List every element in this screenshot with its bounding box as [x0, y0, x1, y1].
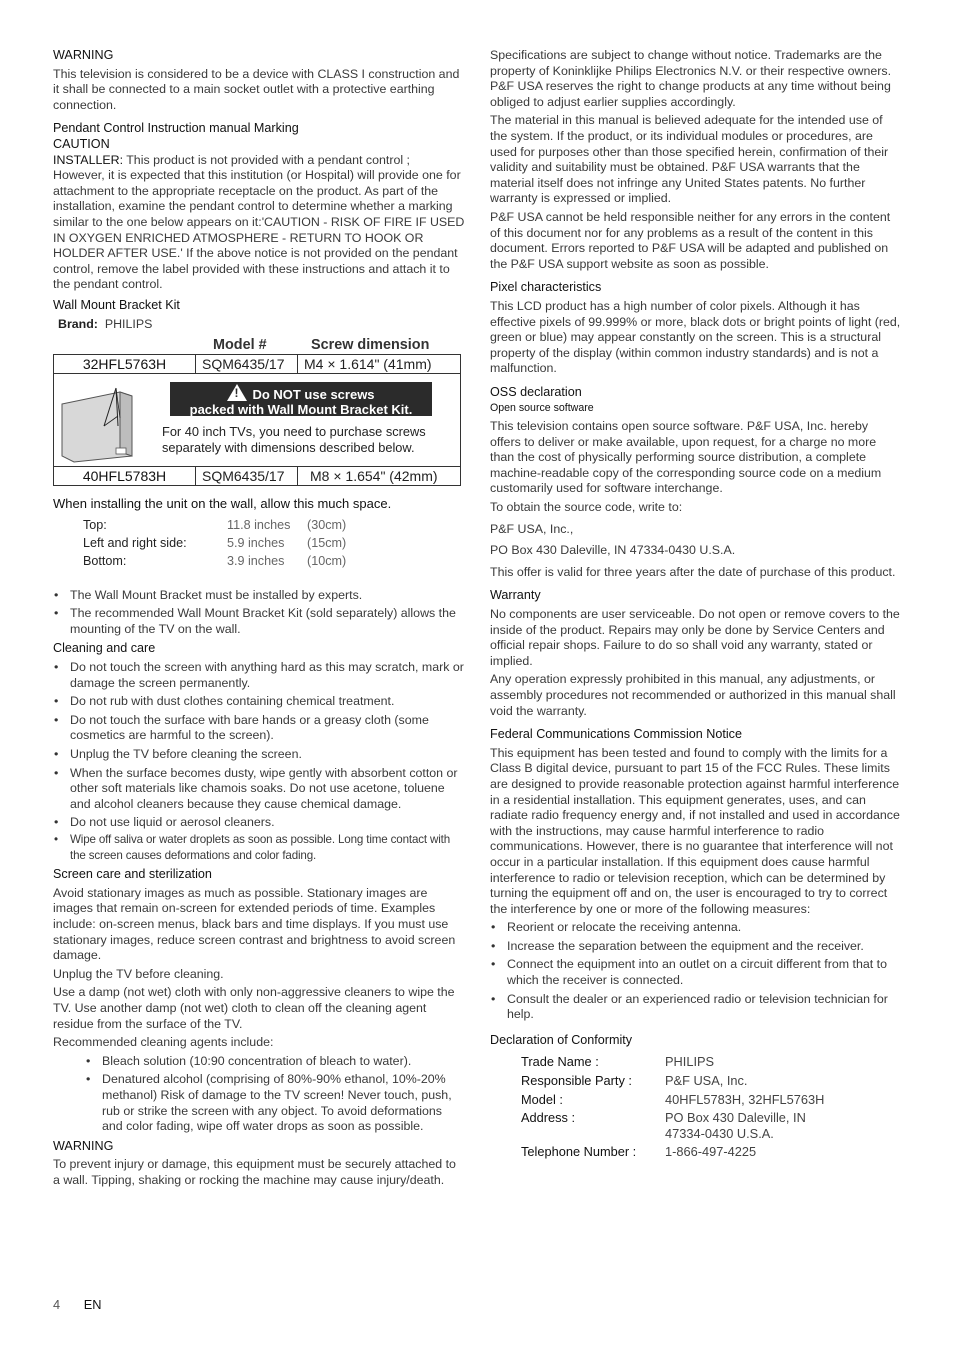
language-code: EN [83, 1297, 102, 1312]
oss-paragraph-4: PO Box 430 Daleville, IN 47334-0430 U.S.A. [490, 543, 736, 558]
list-item: • Connect the equipment into an outlet on a circuit different from that to which the receiver is connected. [507, 957, 902, 988]
screen-care-p3: Use a damp (not wet) cloth with only non-aggressive cleaners to wipe the TV. Use another damp (not wet) cloth to clean off the cleaning agent residue from the surface of the TV. [53, 985, 455, 1031]
space-cm: (10cm) [307, 553, 347, 568]
list-item: • Consult the dealer or an experienced radio or television technician for help. [507, 992, 902, 1023]
space-inches: 3.9 inches [227, 553, 285, 568]
cleaning-bullets [53, 660, 465, 831]
list-item: • Do not touch the surface with bare hands or a greasy cloth (some cosmetics are harmful to the screen). [70, 713, 465, 744]
bracket-model-cell: SQM6435/17 [196, 355, 298, 373]
screen-care-p2: Unplug the TV before cleaning. [53, 966, 224, 981]
installer-label: INSTALLER: [53, 152, 124, 167]
col-model: Model # [213, 337, 267, 354]
left-column [53, 48, 465, 1191]
brand-value: PHILIPS [104, 316, 153, 331]
warning-heading: WARNING [53, 48, 114, 62]
caution-label: CAUTION [53, 136, 110, 151]
oss-paragraph-2: To obtain the source code, write to: [490, 500, 683, 515]
cleaning-agents-list [53, 1054, 465, 1135]
conformity-label: Model : [521, 1091, 563, 1107]
warning-icon [227, 384, 247, 401]
space-row-bottom [83, 552, 465, 570]
tv-model-cell: 32HFL5763H [54, 355, 196, 373]
bracket-table [53, 336, 461, 486]
oss-paragraph-3: P&F USA, Inc., [490, 521, 574, 536]
conformity-heading: Declaration of Conformity [490, 1032, 633, 1047]
list-item: • Wipe off saliva or water droplets as soon as possible. Long time contact with the screen causes deformations and color fading. [70, 832, 465, 863]
cleaning-bullets-extra [53, 832, 465, 863]
fcc-heading: Federal Communications Commission Notice [490, 727, 742, 742]
note-line-2: separately with dimensions described below. [162, 440, 415, 456]
screen-care-p1: Avoid stationary images as much as possible. Stationary images are images that remain on-screen for extended periods of time. Examples include: on-screen menus, black bars and time displays. If you must use stationary images, reduce screen contrast and brightness to avoid screen damage. [53, 885, 456, 963]
conformity-value: P&F USA, Inc. [665, 1073, 748, 1089]
conformity-label: Responsible Party : [521, 1073, 632, 1089]
conformity-label: Telephone Number : [521, 1144, 637, 1160]
warranty-paragraph-1: No components are user serviceable. Do not open or remove covers to the inside of the product. Repairs may only be done by Service Centers and official repair shops. Failure to do so shall void any warranty, stated or implied. [490, 607, 900, 668]
conformity-value: 1-866-497-4225 [665, 1144, 757, 1160]
conformity-row [521, 1110, 902, 1141]
space-heading: When installing the unit on the wall, allow this much space. [53, 496, 392, 512]
list-item: • The Wall Mount Bracket must be installed by experts. [70, 588, 465, 604]
warning-heading-2: WARNING [53, 1138, 114, 1153]
conformity-table [521, 1054, 902, 1160]
fcc-text: This equipment has been tested and found to comply with the limits for a Class B digital device, pursuant to part 15 of the FCC Rules. These limits are designed to provide reasonable protection against harmful interference in a residential installation. This equipment generates, uses, and can radiate radio frequency energy and, if not installed and used in accordance with the instructions, may cause harmful interference to radio communications. However, there is no guarantee that interference will not occur in a particular installation. If this equipment does cause harmful interference to radio or television reception, which can be determined by turning the equipment off and on, the user is encouraged to try to correct the interference by one or more of the following measures: [490, 745, 900, 916]
space-inches: 5.9 inches [227, 535, 285, 550]
page-footer [53, 1297, 101, 1313]
space-label: Left and right side: [83, 535, 187, 550]
warning-text-2: To prevent injury or damage, this equipment must be securely attached to a wall. Tipping, shaking or rocking the machine may cause injury/death. [53, 1157, 456, 1187]
conformity-row [521, 1144, 902, 1160]
right-column [490, 48, 902, 1163]
list-item: • The recommended Wall Mount Bracket Kit (sold separately) allows the mounting of the TV on the wall. [70, 606, 465, 637]
space-table [83, 516, 465, 570]
space-label: Bottom: [83, 553, 127, 568]
list-item: • Do not touch the screen with anything hard as this may scratch, mark or damage the screen permanently. [70, 660, 465, 691]
oss-subheading: Open source software [490, 402, 594, 415]
warn-line-2: packed with Wall Mount Bracket Kit. [189, 402, 413, 418]
bracket-model-cell: SQM6435/17 [196, 467, 298, 485]
oss-paragraph-5: This offer is valid for three years after the date of purchase of this product. [490, 564, 896, 579]
tv-bracket-illustration [58, 386, 156, 466]
fcc-bullets [490, 920, 902, 1023]
oss-paragraph-1: This television contains open source software. P&F USA, Inc. hereby offers to deliver or make available, upon request, for a charge no more than the cost of physically performing source distribution, a complete machine-readable copy of the corresponding source code on a medium customarily used for software interchange. [490, 419, 882, 496]
screen-care-p4: Recommended cleaning agents include: [53, 1035, 274, 1050]
pixel-heading: Pixel characteristics [490, 280, 602, 295]
conformity-label: Trade Name : [521, 1054, 599, 1070]
do-not-use-screws-warning [170, 382, 432, 416]
page-number: 4 [53, 1297, 61, 1312]
list-item: • When the surface becomes dusty, wipe gently with absorbent cotton or other soft materials like chamois soaks. Do not use acetone, toluene and alcohol cleaners because they cause chemical damage. [70, 766, 465, 813]
bracket-illustration-cell [53, 374, 461, 466]
screw-cell: M4 × 1.614" (41mm) [304, 356, 432, 373]
oss-heading: OSS declaration [490, 384, 582, 399]
bracket-table-header [53, 336, 461, 354]
col-screw: Screw dimension [311, 337, 430, 354]
list-item: • Reorient or relocate the receiving antenna. [507, 920, 902, 936]
conformity-value: 40HFL5783H, 32HFL5763H [665, 1091, 825, 1107]
warning-text: This television is considered to be a device with CLASS I construction and it shall be connected to a main socket outlet with a protective earthing connection. [53, 66, 460, 112]
conformity-value: PHILIPS [665, 1054, 715, 1070]
space-row-sides [83, 534, 465, 552]
table-row [53, 354, 461, 374]
wall-mount-heading: Wall Mount Bracket Kit [53, 297, 180, 312]
note-line-1: For 40 inch TVs, you need to purchase screws [162, 424, 426, 440]
screw-cell: M8 × 1.654" (42mm) [310, 468, 438, 485]
warn-line-1: Do NOT use screws [252, 387, 375, 403]
table-row [53, 466, 461, 486]
conformity-row [521, 1073, 902, 1089]
conformity-row [521, 1092, 902, 1108]
space-label: Top: [83, 517, 107, 532]
pixel-text: This LCD product has a high number of color pixels. Although it has effective pixels of 99.999% or more, black dots or bright points of light (red, green or blue) may appear constantly on the screen. This is a structural property of the display (within common industry standards) and is not a malfunction. [490, 298, 901, 376]
bracket-bullets [53, 588, 465, 638]
conformity-value: PO Box 430 Daleville, IN 47334-0430 U.S.A. [665, 1110, 806, 1141]
warranty-paragraph-2: Any operation expressly prohibited in this manual, any adjustments, or assembly procedures not recommended or authorized in this manual shall void the warranty. [490, 672, 896, 718]
spec-paragraph-3: P&F USA cannot be held responsible neither for any errors in the content of this document nor for any problems as a result of the content in this document. Errors reported to P&F USA will be adapted and published on the P&F USA support website as soon as possible. [490, 209, 891, 271]
screw-purchase-note [162, 424, 426, 456]
installer-paragraph [53, 153, 465, 293]
cleaning-heading: Cleaning and care [53, 641, 156, 656]
space-cm: (15cm) [307, 535, 347, 550]
conformity-label: Address : [521, 1110, 576, 1126]
space-inches: 11.8 inches [227, 517, 291, 532]
list-item: • Increase the separation between the equipment and the receiver. [507, 939, 902, 955]
tv-model-cell: 40HFL5783H [54, 467, 196, 485]
list-item: • Bleach solution (10:90 concentration of bleach to water). [102, 1054, 465, 1070]
conformity-row [521, 1054, 902, 1070]
brand-label: Brand: [58, 316, 98, 331]
spec-paragraph-2: The material in this manual is believed adequate for the intended use of the system. If the product, or its individual modules or procedures, are used for purposes other than those specified herein, confirmation of their validity and suitability must be obtained. P&F USA warrants that the material itself does not infringe any United States patents. No further warranty is expressed or implied. [490, 113, 889, 206]
brand-line [58, 317, 465, 333]
warranty-heading: Warranty [490, 588, 541, 603]
space-row-top [83, 516, 465, 534]
list-item: • Do not rub with dust clothes containing chemical treatment. [70, 694, 465, 710]
pendant-heading: Pendant Control Instruction manual Marking [53, 121, 299, 136]
spec-paragraph-1: Specifications are subject to change without notice. Trademarks are the property of Koninklijke Philips Electronics N.V. or their respective owners. P&F USA reserves the right to change products at any time without being obliged to adjust earlier supplies accordingly. [490, 48, 892, 109]
installer-text: This product is not provided with a pendant control ; However, it is expected that this institution (or Hospital) will provide one for attachment to the appropriate receptacle on the product. As part of the installation, examine the pendant control to determine whether a marking similar to the one below appears on it:'CAUTION - RISK OF FIRE IF USED IN OXYGEN ENRICHED ATMOSPHERE - RETURN TO HOOK OR HOLDER AFTER USE.' If the above notice is not provided on the pendant control, remove the label provided with these instructions and attach it to the pendant control. [53, 152, 465, 292]
space-cm: (30cm) [307, 517, 347, 532]
list-item: • Denatured alcohol (comprising of 80%-90% ethanol, 10%-20% methanol) Risk of damage to the TV screen! Never touch, push, rub or strike the screen with any object. To avoid deformations and color fading, wipe off water drops as soon as possible. [102, 1072, 465, 1134]
list-item: • Do not use liquid or aerosol cleaners. [70, 815, 465, 831]
screen-care-heading: Screen care and sterilization [53, 867, 212, 882]
list-item: • Unplug the TV before cleaning the screen. [70, 747, 465, 763]
